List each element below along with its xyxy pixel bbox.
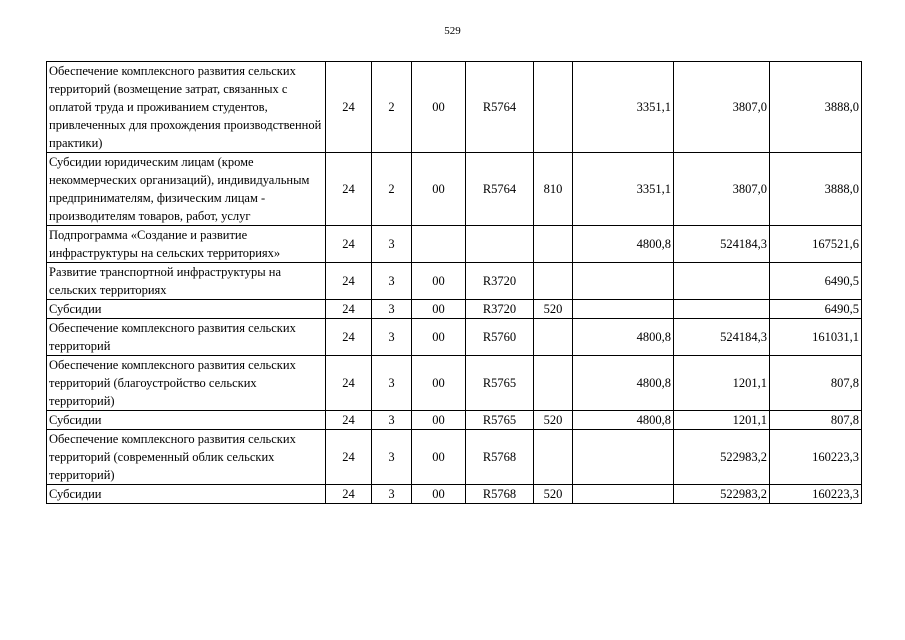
ministry-code: 24 — [326, 485, 372, 504]
table-row — [47, 62, 862, 153]
amount-1 — [573, 300, 674, 319]
table-row — [47, 226, 862, 263]
event-code: 00 — [412, 411, 466, 430]
event-code — [412, 226, 466, 263]
target-code: R5764 — [466, 153, 534, 226]
amount-2: 1201,1 — [674, 411, 770, 430]
expense-type-code — [534, 430, 573, 485]
table-row — [47, 411, 862, 430]
ministry-code: 24 — [326, 319, 372, 356]
page-number: 529 — [444, 25, 461, 37]
event-code: 00 — [412, 485, 466, 504]
event-code: 00 — [412, 263, 466, 300]
expense-type-code — [534, 263, 573, 300]
target-code: R5760 — [466, 319, 534, 356]
subprogram-code: 3 — [372, 300, 412, 319]
amount-1: 4800,8 — [573, 411, 674, 430]
row-name: Субсидии юридическим лицам (кроме некоммерческих организаций), индивидуальным предпринимателям, физическим лицам - производителям товаров, работ, услуг — [47, 153, 326, 226]
subprogram-code: 3 — [372, 485, 412, 504]
subprogram-code: 3 — [372, 263, 412, 300]
event-code: 00 — [412, 300, 466, 319]
subprogram-code: 3 — [372, 411, 412, 430]
amount-2: 524184,3 — [674, 319, 770, 356]
row-name: Субсидии — [47, 411, 326, 430]
amount-1 — [573, 430, 674, 485]
expense-type-code: 520 — [534, 300, 573, 319]
target-code: R5765 — [466, 356, 534, 411]
amount-3: 160223,3 — [770, 485, 862, 504]
amount-2: 3807,0 — [674, 62, 770, 153]
ministry-code: 24 — [326, 226, 372, 263]
amount-3: 160223,3 — [770, 430, 862, 485]
row-name: Обеспечение комплексного развития сельских территорий (современный облик сельских территорий) — [47, 430, 326, 485]
event-code: 00 — [412, 430, 466, 485]
row-name: Подпрограмма «Создание и развитие инфраструктуры на сельских территориях» — [47, 226, 326, 263]
budget-table — [46, 61, 862, 504]
ministry-code: 24 — [326, 411, 372, 430]
subprogram-code: 2 — [372, 62, 412, 153]
amount-2: 522983,2 — [674, 430, 770, 485]
event-code: 00 — [412, 62, 466, 153]
amount-2: 522983,2 — [674, 485, 770, 504]
target-code: R5768 — [466, 430, 534, 485]
amount-2 — [674, 300, 770, 319]
row-name: Обеспечение комплексного развития сельских территорий (благоустройство сельских территорий) — [47, 356, 326, 411]
amount-1: 3351,1 — [573, 62, 674, 153]
target-code: R5764 — [466, 62, 534, 153]
amount-1: 4800,8 — [573, 356, 674, 411]
amount-3: 3888,0 — [770, 153, 862, 226]
amount-2 — [674, 263, 770, 300]
subprogram-code: 3 — [372, 430, 412, 485]
subprogram-code: 3 — [372, 319, 412, 356]
amount-3: 161031,1 — [770, 319, 862, 356]
target-code: R5765 — [466, 411, 534, 430]
expense-type-code: 520 — [534, 485, 573, 504]
table-row — [47, 485, 862, 504]
expense-type-code — [534, 356, 573, 411]
amount-3: 807,8 — [770, 411, 862, 430]
amount-1: 4800,8 — [573, 226, 674, 263]
event-code: 00 — [412, 319, 466, 356]
target-code: R3720 — [466, 300, 534, 319]
amount-3: 6490,5 — [770, 300, 862, 319]
subprogram-code: 2 — [372, 153, 412, 226]
amount-2: 1201,1 — [674, 356, 770, 411]
subprogram-code: 3 — [372, 356, 412, 411]
row-name: Субсидии — [47, 485, 326, 504]
row-name: Обеспечение комплексного развития сельских территорий (возмещение затрат, связанных с оплатой труда и проживанием студентов, привлеченных для прохождения производственной практики) — [47, 62, 326, 153]
ministry-code: 24 — [326, 356, 372, 411]
amount-3: 3888,0 — [770, 62, 862, 153]
expense-type-code — [534, 226, 573, 263]
amount-1: 3351,1 — [573, 153, 674, 226]
ministry-code: 24 — [326, 153, 372, 226]
amount-3: 6490,5 — [770, 263, 862, 300]
amount-3: 167521,6 — [770, 226, 862, 263]
expense-type-code: 810 — [534, 153, 573, 226]
amount-1: 4800,8 — [573, 319, 674, 356]
expense-type-code — [534, 319, 573, 356]
ministry-code: 24 — [326, 430, 372, 485]
table-row — [47, 319, 862, 356]
row-name: Субсидии — [47, 300, 326, 319]
event-code: 00 — [412, 356, 466, 411]
amount-1 — [573, 485, 674, 504]
amount-2: 3807,0 — [674, 153, 770, 226]
table-row — [47, 263, 862, 300]
expense-type-code: 520 — [534, 411, 573, 430]
row-name: Развитие транспортной инфраструктуры на сельских территориях — [47, 263, 326, 300]
amount-2: 524184,3 — [674, 226, 770, 263]
amount-1 — [573, 263, 674, 300]
target-code: R3720 — [466, 263, 534, 300]
subprogram-code: 3 — [372, 226, 412, 263]
event-code: 00 — [412, 153, 466, 226]
expense-type-code — [534, 62, 573, 153]
target-code: R5768 — [466, 485, 534, 504]
ministry-code: 24 — [326, 300, 372, 319]
table-row — [47, 300, 862, 319]
amount-3: 807,8 — [770, 356, 862, 411]
target-code — [466, 226, 534, 263]
table-row — [47, 356, 862, 411]
ministry-code: 24 — [326, 62, 372, 153]
table-row — [47, 153, 862, 226]
ministry-code: 24 — [326, 263, 372, 300]
row-name: Обеспечение комплексного развития сельских территорий — [47, 319, 326, 356]
table-row — [47, 430, 862, 485]
